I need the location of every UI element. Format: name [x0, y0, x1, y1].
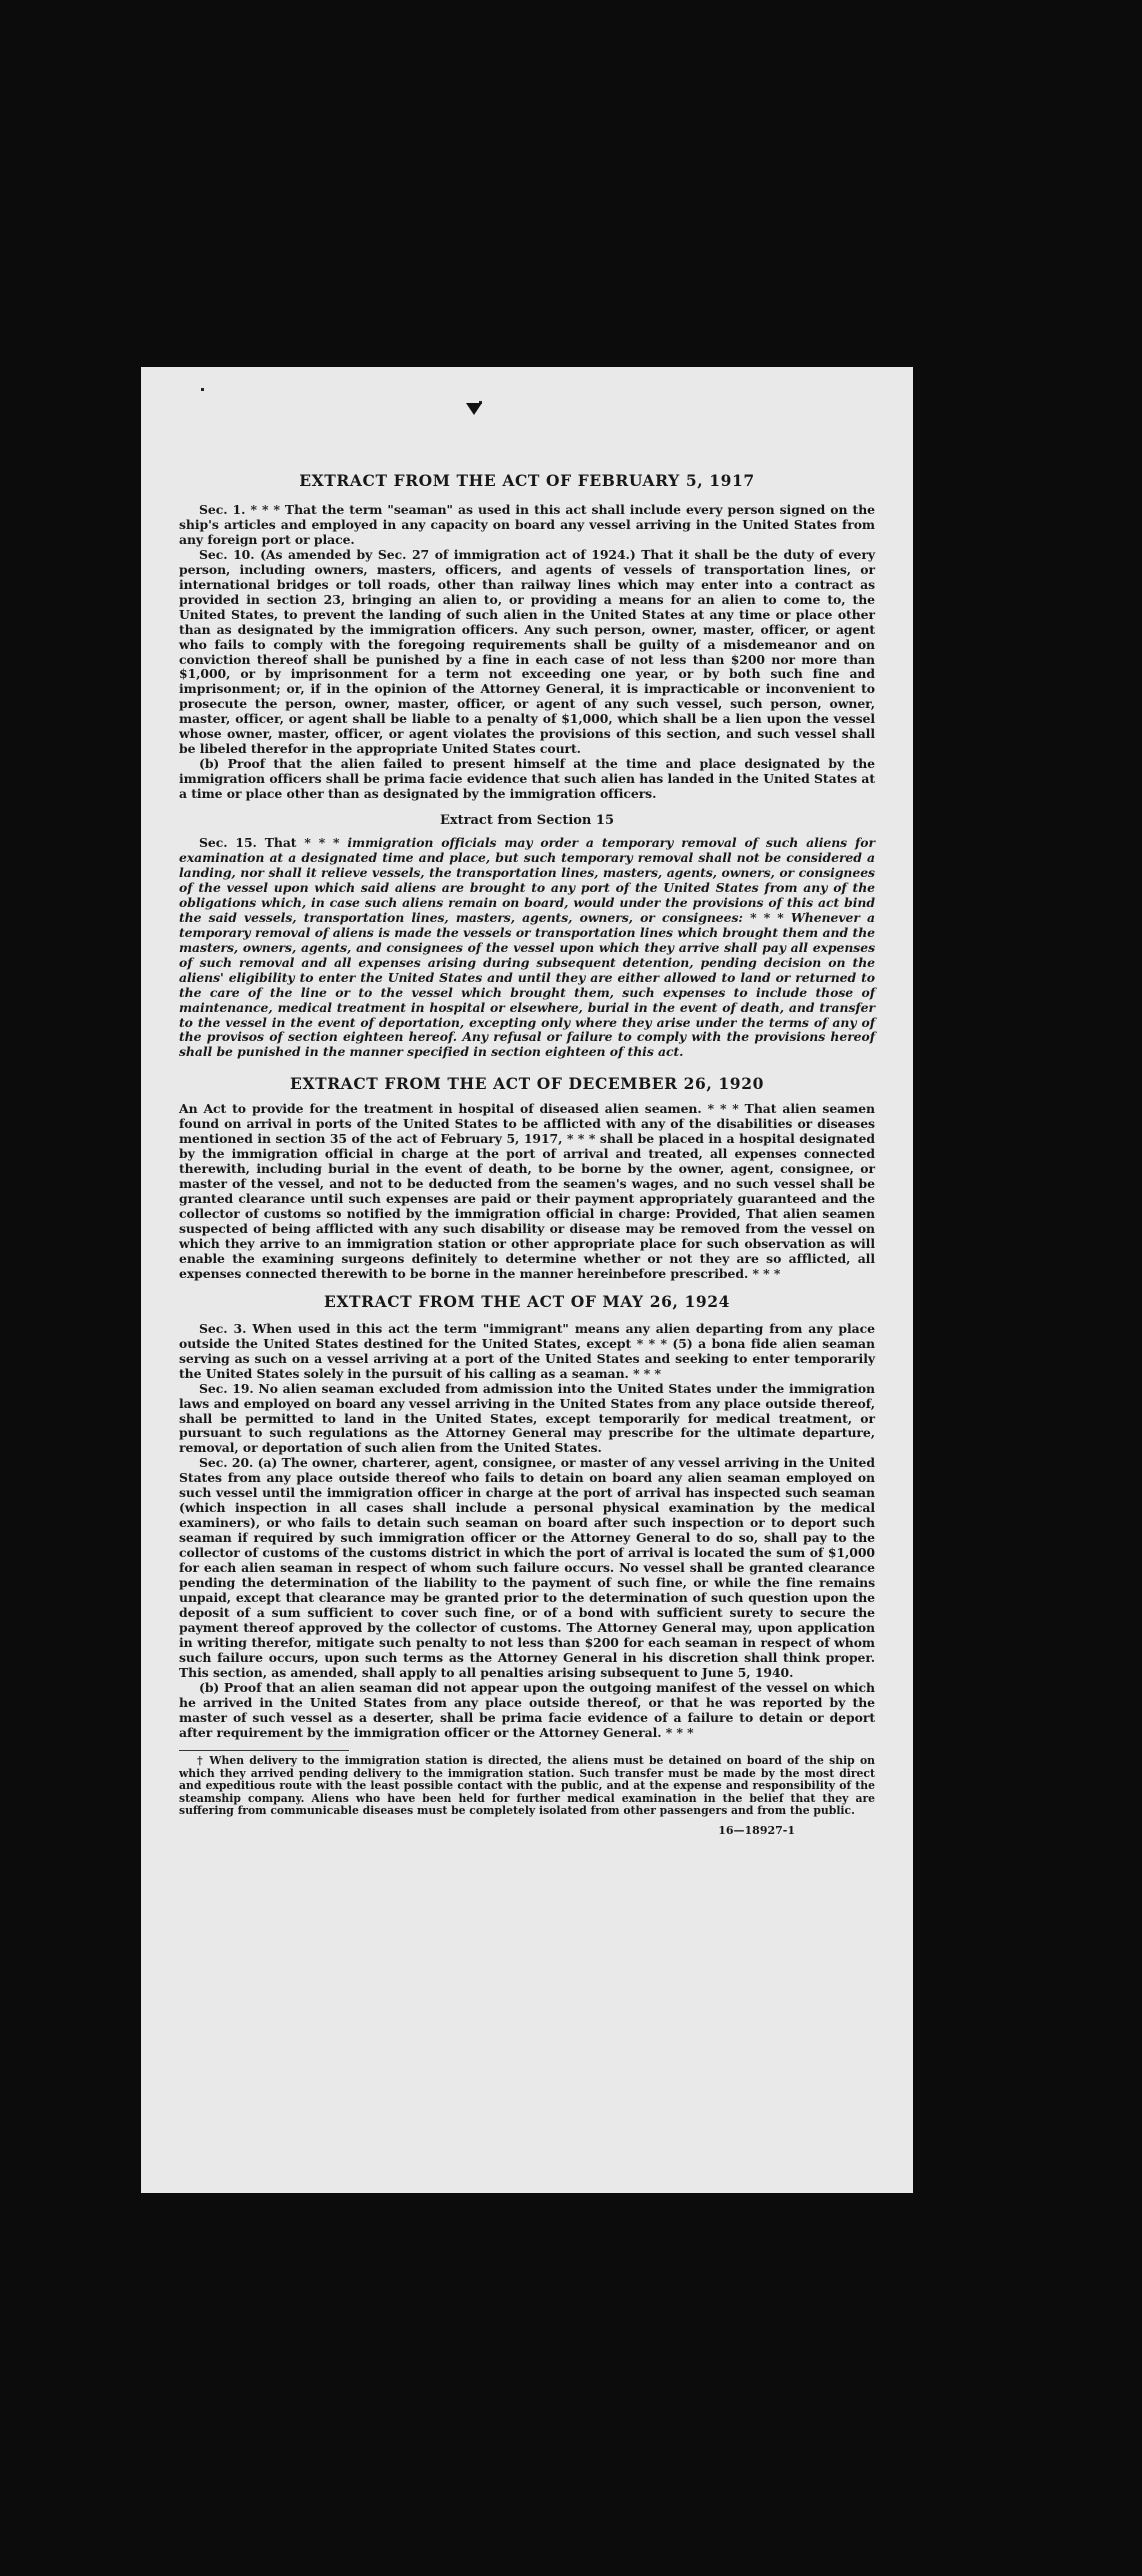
section-15-lead: Sec. 15. That * * *	[199, 835, 348, 851]
heading-act-1917: EXTRACT FROM THE ACT OF FEBRUARY 5, 1917	[299, 471, 755, 490]
paragraph: Sec. 19. No alien seaman excluded from admission into the United States under the immigration laws and employed on board any vessel arriving in the United States from any place outside thereof, shall be permitted to land in the United States, except temporarily for medical treatment, or pursuant to such regulations as the Attorney General may prescribe for the ultimate departure, removal, or deportation of such alien from the United States.	[179, 1380, 875, 1456]
paragraph: (b) Proof that an alien seaman did not appear upon the outgoing manifest of the vessel on which he arrived in the United States from any place outside thereof, or that he was reported by the master of such vessel as a deserter, shall be prima facie evidence of a failure to detain or deport after requirement by the immigration officer or the Attorney General. * * *	[179, 1679, 875, 1740]
paragraph: Sec. 10. (As amended by Sec. 27 of immigration act of 1924.) That it shall be the duty of every person, including owners, masters, officers, and agents of vessels of transportation lines, or international bridges or toll roads, other than railway lines which may enter into a contract as provided in section 23, bringing an alien to, or providing a means for an alien to come to, the United States, to prevent the landing of such alien in the United States at any time or place other than as designated by the immigration officers. Any such person, owner, master, officer, or agent who fails to comply with the foregoing requirements shall be guilty of a misdemeanor and on conviction thereof shall be punished by a fine in each case of not less than $200 nor more than $1,000, or by imprisonment for a term not exceeding one year, or by both such fine and imprisonment; or, if in the opinion of the Attorney General, it is impracticable or inconvenient to prosecute the person, owner, master, officer, or agent of any such vessel, such person, owner, master, officer, or agent shall be liable to a penalty of $1,000, which shall be a lien upon the vessel whose owner, master, officer, or agent violates the provisions of this section, and such vessel shall be libeled therefor in the appropriate United States court.	[179, 546, 875, 757]
section-15-italic: immigration officials may order a temporary removal of such aliens for examination at a designated time and place, but such temporary removal shall not be considered a landing, nor shall it relieve vessels, the transportation lines, masters, agents, owners, or consignees of the vessel upon which said aliens are brought to any port of the United States from any of the obligations which, in case such aliens remain on board, would under the provisions of this act bind the said vessels, transportation lines, masters, agents, owners, or consignees: * * * Whenever a temporary removal of aliens is made the vessels or transportation lines which brought them and the masters, owners, agents, and consignees of the vessel upon which they arrive shall pay all expenses of such removal and all expenses arising during subsequent detention, pending decision on the aliens' eligibility to enter the United States and until they are either allowed to land or returned to the care of the line or to the vessel which brought them, such expenses to include those of maintenance, medical treatment in hospital or elsewhere, burial in the event of death, and transfer to the vessel in the event of deportation, excepting only where they arise under the terms of any of the provisos of section eighteen hereof. Any refusal or failure to comply with the provisions hereof shall be punished in the manner specified in section eighteen of this act.	[179, 835, 875, 1060]
footnote-text: † When delivery to the immigration station is directed, the aliens must be detained on board of the ship on which they arrived pending delivery to the immigration station. Such transfer must be made by the most direct and expeditious route with the least possible contact with the public, and at the expense and responsibility of the steamship company. Aliens who have been held for further medical examination in the belief that they are suffering from communicable diseases must be completely isolated from other passengers and from the public.	[179, 1754, 875, 1818]
paragraph: Sec. 3. When used in this act the term "immigrant" means any alien departing from any place outside the United States destined for the United States, except * * * (5) a bona fide alien seaman serving as such on a vessel arriving at a port of the United States and seeking to enter temporarily the United States solely in the pursuit of his calling as a seaman. * * *	[179, 1320, 875, 1381]
act-1917-text	[179, 503, 875, 802]
act-1924-text	[179, 1322, 875, 1741]
paragraph: (b) Proof that the alien failed to present himself at the time and place designated by the immigration officers shall be prima facie evidence that such alien has landed in the United States at a time or place other than as designated by the immigration officers.	[179, 756, 875, 802]
heading-act-1920: EXTRACT FROM THE ACT OF DECEMBER 26, 1920	[290, 1074, 764, 1094]
document-page	[141, 367, 913, 2193]
paragraph: Sec. 20. (a) The owner, charterer, agent, consignee, or master of any vessel arriving in the United States from any place outside thereof who fails to detain on board any alien seaman employed on such vessel until the immigration officer in charge at the port of arrival has inspected such seaman (which inspection in all cases shall include a personal physical examination by the medical examiners), or who fails to detain such seaman on board after such inspection or to deport such seaman if required by such immigration officer or the Attorney General to do so, shall pay to the collector of customs of the customs district in which the port of arrival is located the sum of $1,000 for each alien seaman in respect of whom such failure occurs. No vessel shall be granted clearance pending the determination of the liability to the payment of such fine, or while the fine remains unpaid, except that clearance may be granted prior to the determination of such question upon the deposit of a sum sufficient to cover such fine, or of a bond with sufficient surety to secure the payment thereof approved by the collector of customs. The Attorney General may, upon application in writing therefor, mitigate such penalty to not less than $200 for each seaman in respect of whom such failure occurs, upon such terms as the Attorney General in his discretion shall think proper. This section, as amended, shall apply to all penalties arising subsequent to June 5, 1940.	[179, 1455, 875, 1680]
footnote	[179, 1755, 875, 1817]
heading-section-15: Extract from Section 15	[439, 813, 615, 829]
form-number: 16—18927-1	[718, 1823, 795, 1837]
act-1920-text	[179, 1102, 875, 1281]
hole-punch-mark	[466, 403, 482, 415]
footnote-rule	[179, 1750, 349, 1751]
heading-act-1924: EXTRACT FROM THE ACT OF MAY 26, 1924	[323, 1291, 731, 1311]
paragraph: An Act to provide for the treatment in hospital of diseased alien seamen. * * * That alien seamen found on arrival in ports of the United States to be afflicted with any of the disabilities or diseases mentioned in section 35 of the act of February 5, 1917, * * * shall be placed in a hospital designated by the immigration official in charge at the port of arrival and treated, all expenses connected therewith, including burial in the event of death, to be borne by the owner, agent, consignee, or master of the vessel, and not to be deducted from the seamen's wages, and no such vessel shall be granted clearance until such expenses are paid or their payment appropriately guaranteed and the collector of customs so notified by the immigration official in charge: Provided, That alien seamen suspected of being afflicted with any such disability or disease may be removed from the vessel on which they arrive to an immigration station or other appropriate place for such observation as will enable the examining surgeons definitely to determine whether or not they are so afflicted, all expenses connected therewith to be borne in the manner hereinbefore prescribed. * * *	[179, 1101, 875, 1281]
section-15-text	[179, 836, 875, 1060]
scan-mark	[201, 388, 204, 391]
paragraph: Sec. 1. * * * That the term "seaman" as used in this act shall include every person signed on the ship's articles and employed in any capacity on board any vessel arriving in the United States from any foreign port or place.	[179, 502, 875, 547]
